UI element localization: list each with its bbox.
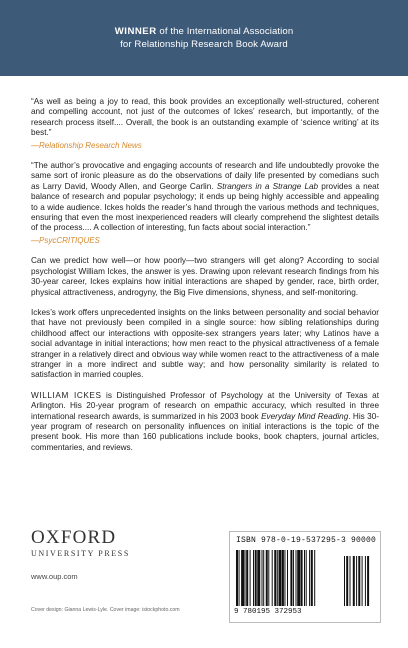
author-bio (31, 391, 379, 453)
award-line-1-rest: of the International Association (156, 26, 294, 37)
review-quote-2 (31, 161, 379, 234)
isbn-number: ISBN 978-0-19-537295-3 (236, 536, 347, 545)
publisher-logo: OXFORD (31, 527, 117, 548)
review-quote-2-before: “The author’s provocative and engaging accounts of research and life undoubtedly provoke the same sort of ironic pleasure as do the observations of daily life presented by comedians such as Larry David, Woody Allen, and George Carlin. (31, 161, 379, 191)
barcode-icon (236, 550, 374, 608)
cover-text (31, 97, 379, 463)
description-paragraph-2: Ickes’s work offers unprecedented insights on the links between personality and social behavior that have not previously been compiled in a single source: how sibling relationships during childhood affect our interactions with opposite-sex strangers years later; why Latinos have a social advantage in initial interactions; how men react to the physical attractiveness of a female stranger in a relatively direct and obvious way while women react to the attractiveness of a male stranger in a more indirect and subtle way; and how personality similarity is related to satisfaction in married couples. (31, 307, 379, 380)
review-quote-1: “As well as being a joy to read, this book provides an exceptionally well-structured, coherent and compelling account, not just of the outcomes of Ickes’ research, but importantly, of the research process itself.... Overall, the book is an outstanding example of ‘science writing’ at its best.” (31, 97, 379, 138)
award-winner-label: WINNER (114, 26, 157, 37)
publisher-block (31, 528, 211, 581)
author-book-title: Everyday Mind Reading (261, 411, 349, 421)
author-bio-after: . His 30-year program of research on personality influences on initial interactions is the topic of the present book. His more than 160 publications include books, book chapters, journal articles, commentaries, and reviews. (31, 411, 379, 452)
barcode-box (229, 531, 381, 623)
award-banner (0, 0, 408, 76)
publisher-url: www.oup.com (31, 572, 78, 581)
isbn-text (236, 536, 376, 545)
review-source-1: —Relationship Research News (31, 140, 142, 150)
cover-credit: Cover design: Gianna Lewis-Lyle. Cover image: istockphoto.com (31, 607, 180, 613)
description-paragraph-1: Can we predict how well—or how poorly—two strangers will get along? According to social psychologist William Ickes, the answer is yes. Drawing upon relevant research findings from his 30-year career, Ickes explains how initial interactions are shaped by gender, race, birth order, physical attractiveness, androgyny, the Big Five dimensions, shyness, and self-monitoring. (31, 256, 379, 297)
review-quote-2-book-title: Strangers in a Strange Lab (216, 181, 319, 191)
author-bio-before: is Distinguished Professor of Psychology at the University of Texas at Arlington. His 20-year program of research on empathic accuracy, which resulted in three international research awards, is summarized in his 2003 book (31, 390, 379, 421)
author-name: WILLIAM ICKES (31, 390, 102, 400)
publisher-press: UNIVERSITY PRESS (31, 549, 130, 558)
review-quote-2-after: provides a neat balance of research and popular psychology; it ends up being highly accessible and appealing to a wide audience. Ickes holds the reader’s hand through the various methods and techniques, ensuring that even the most inexperienced readers will clearly comprehend the slightest details of the process.... A collection of interesting, fun facts about social interaction.” (31, 181, 380, 233)
isbn-addon: 90000 (351, 536, 377, 545)
barcode-digits: 9 780195 372953 (234, 608, 302, 616)
review-source-2: —PsycCRITIQUES (31, 235, 100, 245)
spacer (31, 246, 379, 256)
award-line-1 (115, 25, 294, 38)
award-line-2: for Relationship Research Book Award (120, 39, 288, 50)
